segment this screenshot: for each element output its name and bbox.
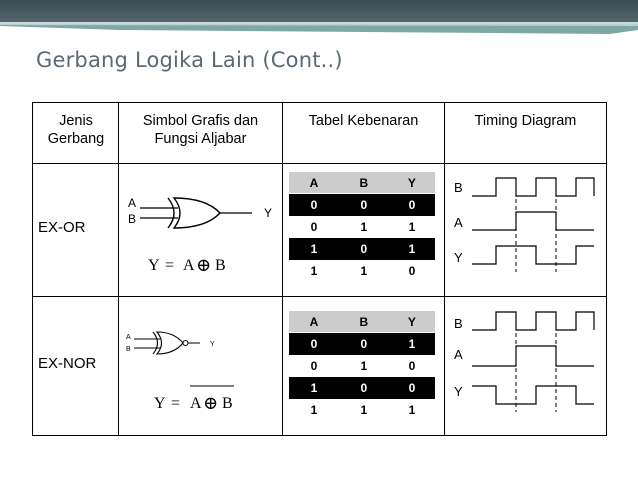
timing-label-b: B <box>454 180 463 195</box>
truth-cell: 0 <box>389 260 435 282</box>
table-divider-col1 <box>118 102 119 436</box>
svg-text:Y: Y <box>210 341 215 348</box>
truth-header-cell: Y <box>389 172 435 194</box>
truth-cell: 0 <box>289 216 339 238</box>
truth-cell: 1 <box>339 399 389 421</box>
truth-header-cell: B <box>339 311 389 333</box>
svg-text:B: B <box>126 346 131 353</box>
timing-label-y: Y <box>454 384 463 399</box>
truth-cell: 0 <box>339 377 389 399</box>
truth-header-cell: B <box>339 172 389 194</box>
equation-exor <box>148 251 268 277</box>
svg-text:A: A <box>126 334 131 341</box>
truth-header-cell: A <box>289 172 339 194</box>
logic-gates-table <box>32 102 607 436</box>
timing-label-y: Y <box>454 250 463 265</box>
xnor-gate-symbol-icon <box>126 330 226 358</box>
gate-name-exor: EX-OR <box>38 219 86 236</box>
timing-label-a: A <box>454 347 463 362</box>
table-header-divider <box>32 163 607 164</box>
truth-cell: 1 <box>339 355 389 377</box>
truth-cell: 0 <box>389 194 435 216</box>
svg-text:Y: Y <box>154 395 166 412</box>
truth-cell: 1 <box>289 399 339 421</box>
table-divider-col2 <box>282 102 283 436</box>
gate-name-exnor: EX-NOR <box>38 355 97 372</box>
svg-text:Y: Y <box>148 257 160 274</box>
timing-diagram-exnor-icon <box>472 308 598 418</box>
svg-text:=: = <box>165 257 175 274</box>
timing-diagram-exor-icon <box>472 174 598 274</box>
table-border-left <box>32 102 33 436</box>
header-timing-diagram: Timing Diagram <box>474 113 577 129</box>
truth-cell: 0 <box>339 333 389 355</box>
table-border-bottom <box>32 435 607 436</box>
svg-text:A: A <box>128 196 137 210</box>
svg-text:⊕: ⊕ <box>203 393 219 414</box>
truth-header-cell: A <box>289 311 339 333</box>
table-border-top <box>32 102 607 103</box>
svg-text:⊕: ⊕ <box>196 255 212 276</box>
truth-table-exnor <box>289 310 435 420</box>
truth-cell: 0 <box>289 194 339 216</box>
svg-text:B: B <box>222 395 233 412</box>
truth-cell: 0 <box>339 238 389 260</box>
svg-text:Y: Y <box>264 206 273 220</box>
timing-label-a: A <box>454 215 463 230</box>
header-simbol-grafis: Simbol Grafis dan Fungsi Aljabar <box>142 113 259 147</box>
table-divider-col3 <box>444 102 445 436</box>
truth-cell: 0 <box>339 194 389 216</box>
truth-cell: 1 <box>389 216 435 238</box>
svg-text:A: A <box>183 257 195 274</box>
truth-cell: 1 <box>389 238 435 260</box>
truth-cell: 0 <box>289 355 339 377</box>
truth-header-cell: Y <box>389 311 435 333</box>
svg-text:A: A <box>190 395 202 412</box>
truth-cell: 1 <box>289 377 339 399</box>
svg-text:B: B <box>215 257 226 274</box>
truth-cell: 0 <box>289 333 339 355</box>
svg-text:=: = <box>171 395 181 412</box>
equation-exnor <box>154 380 270 416</box>
xor-gate-symbol-icon <box>126 194 276 234</box>
slide-title: Gerbang Logika Lain (Cont..) <box>36 48 343 72</box>
truth-table-exor <box>289 171 435 281</box>
svg-text:B: B <box>128 212 137 226</box>
slide-header-bar <box>0 0 638 22</box>
table-border-right <box>606 102 607 436</box>
slide-accent-shape <box>0 24 638 34</box>
truth-cell: 1 <box>389 399 435 421</box>
header-tabel-kebenaran: Tabel Kebenaran <box>308 113 419 129</box>
timing-label-b: B <box>454 316 463 331</box>
truth-cell: 0 <box>389 355 435 377</box>
truth-cell: 0 <box>389 377 435 399</box>
truth-cell: 1 <box>289 238 339 260</box>
truth-cell: 1 <box>339 216 389 238</box>
table-row-divider <box>32 296 607 297</box>
truth-cell: 1 <box>389 333 435 355</box>
header-jenis-gerbang: Jenis Gerbang <box>47 113 105 147</box>
truth-cell: 1 <box>339 260 389 282</box>
truth-cell: 1 <box>289 260 339 282</box>
